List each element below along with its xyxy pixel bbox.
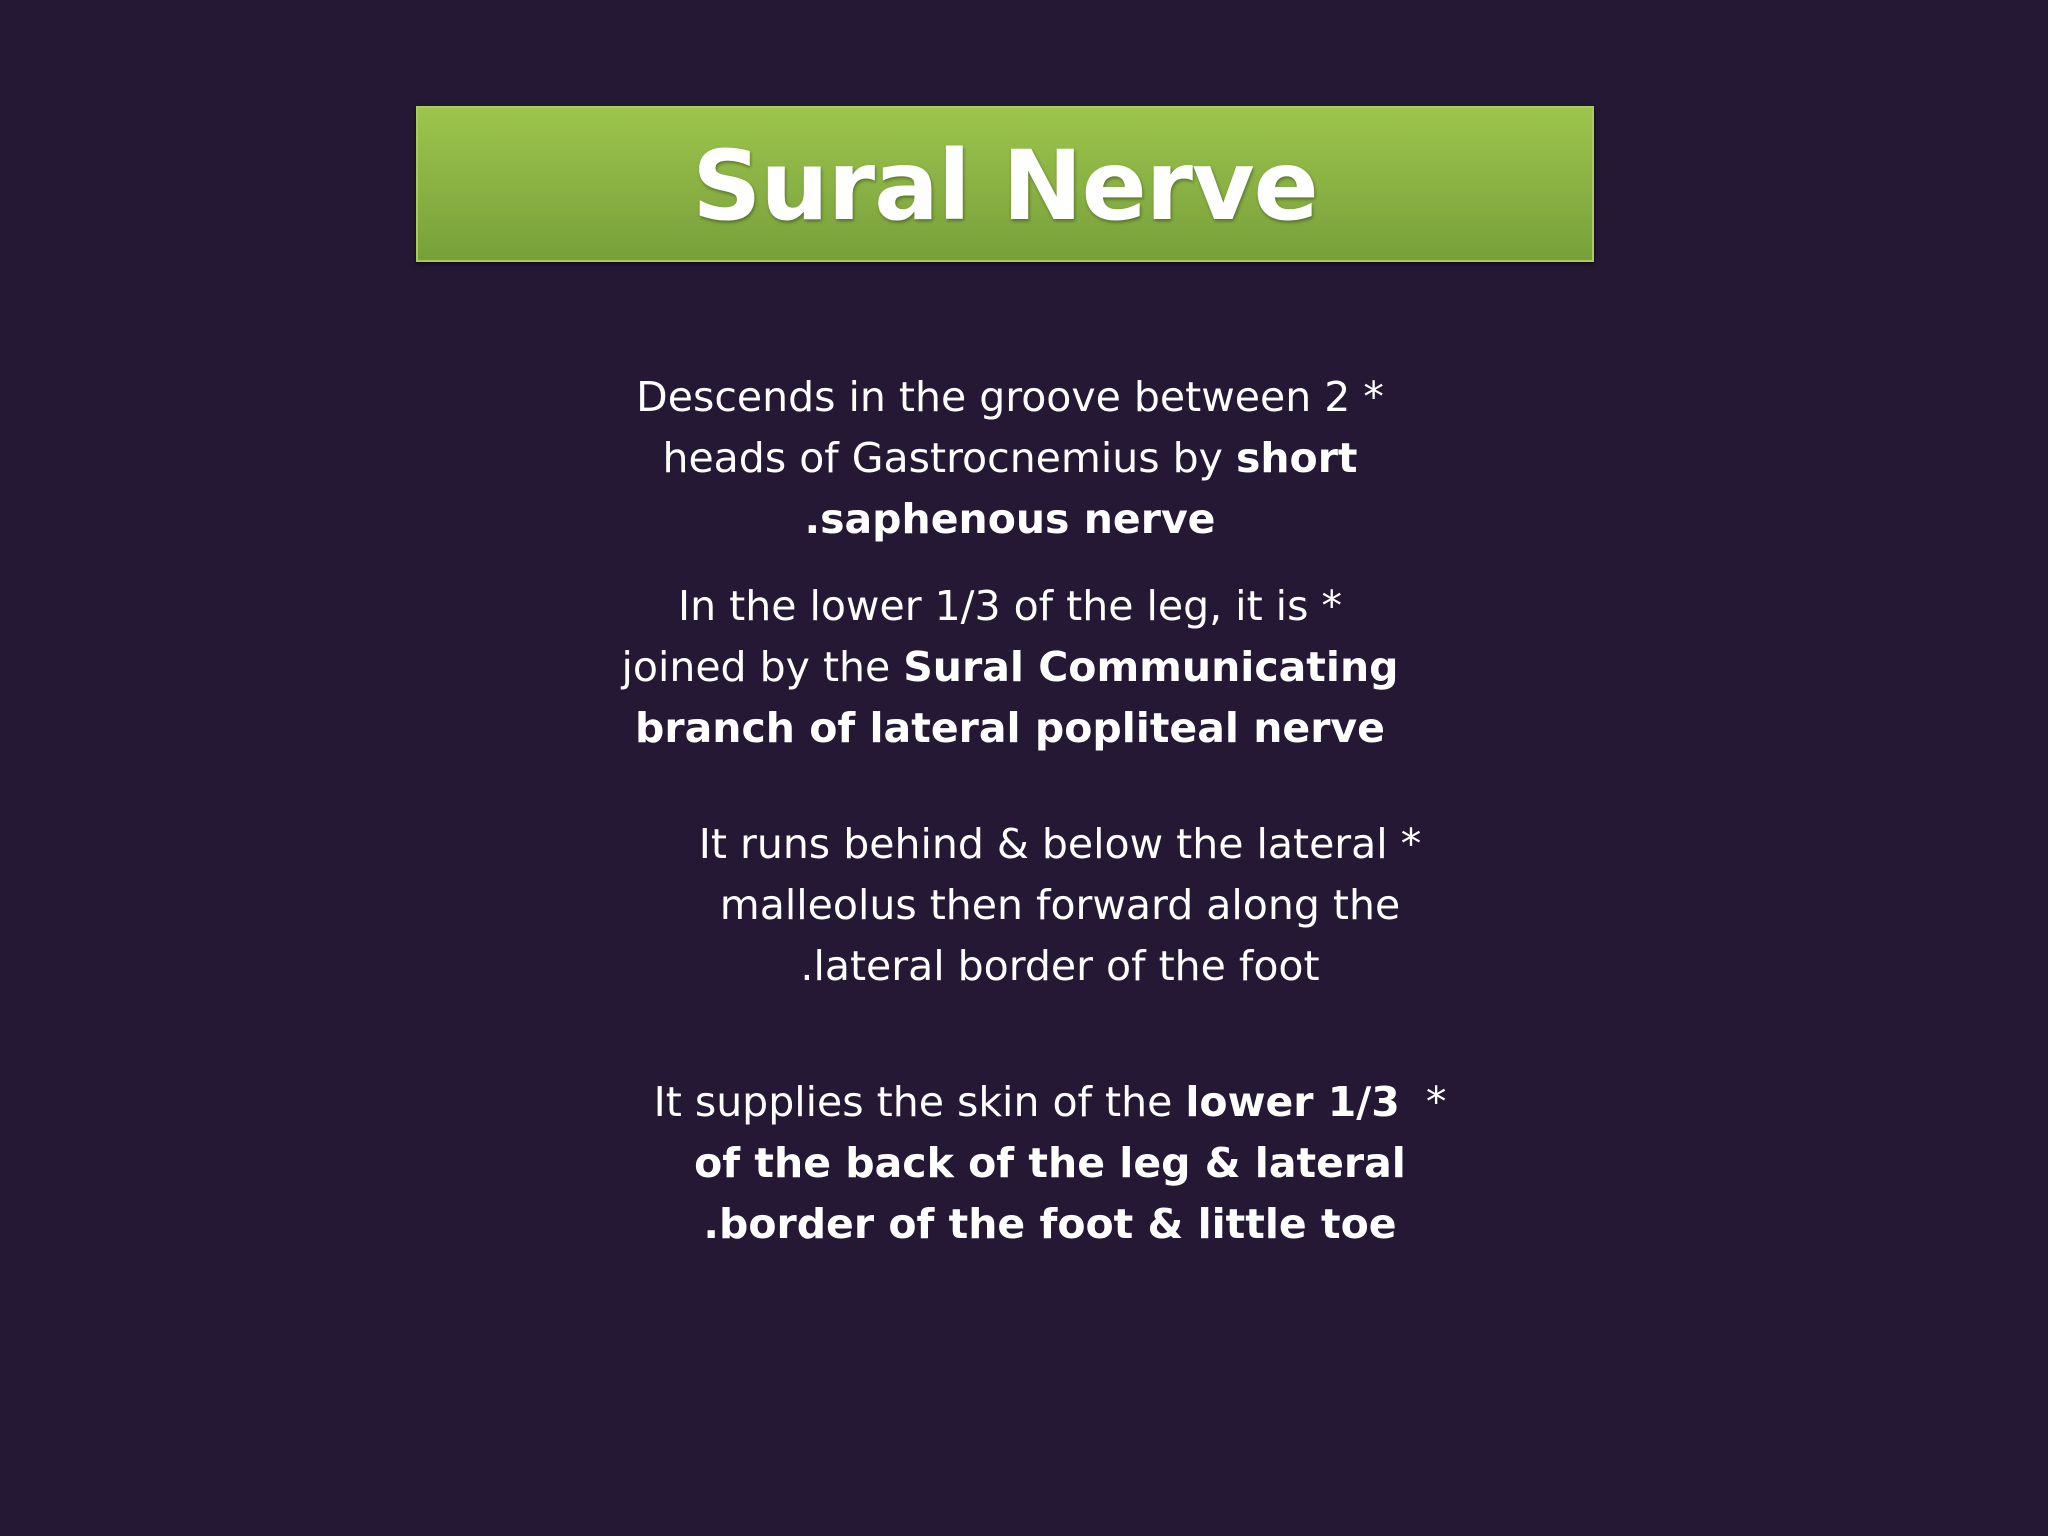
bullet-bold-text: short [1235, 434, 1358, 482]
bullet-joined [560, 576, 1460, 759]
bullet-line: .saphenous nerve [804, 495, 1216, 543]
bullet-line: It runs behind & below the lateral * [698, 820, 1422, 868]
bullet-text: heads of Gastrocnemius by [662, 434, 1236, 482]
bullet-line: branch of lateral popliteal nerve [635, 704, 1385, 752]
bullet-bold-text: Sural Communicating [903, 643, 1399, 691]
bullet-text: joined by the [621, 643, 904, 691]
bullet-line [560, 637, 1460, 698]
bullet-line: malleolus then forward along the [719, 881, 1401, 929]
bullet-text: It supplies the skin of the [653, 1078, 1186, 1126]
bullet-descends [560, 367, 1460, 550]
bullet-line: .lateral border of the foot [800, 942, 1320, 990]
bullet-line: In the lower 1/3 of the leg, it is * [678, 582, 1342, 630]
bullet-line [560, 428, 1460, 489]
slide-title: Sural Nerve [692, 130, 1318, 242]
bullet-bold-text: lower 1/3 [1185, 1078, 1400, 1126]
bullet-line: .border of the foot & little toe [703, 1200, 1397, 1248]
bullet-supplies [580, 1072, 1520, 1255]
bullet-line: of the back of the leg & lateral [694, 1139, 1406, 1187]
bullet-text: * [1399, 1078, 1447, 1126]
bullet-runs [610, 814, 1510, 997]
title-banner [416, 106, 1594, 262]
bullet-line: Descends in the groove between 2 * [636, 373, 1384, 421]
bullet-line [580, 1072, 1520, 1133]
